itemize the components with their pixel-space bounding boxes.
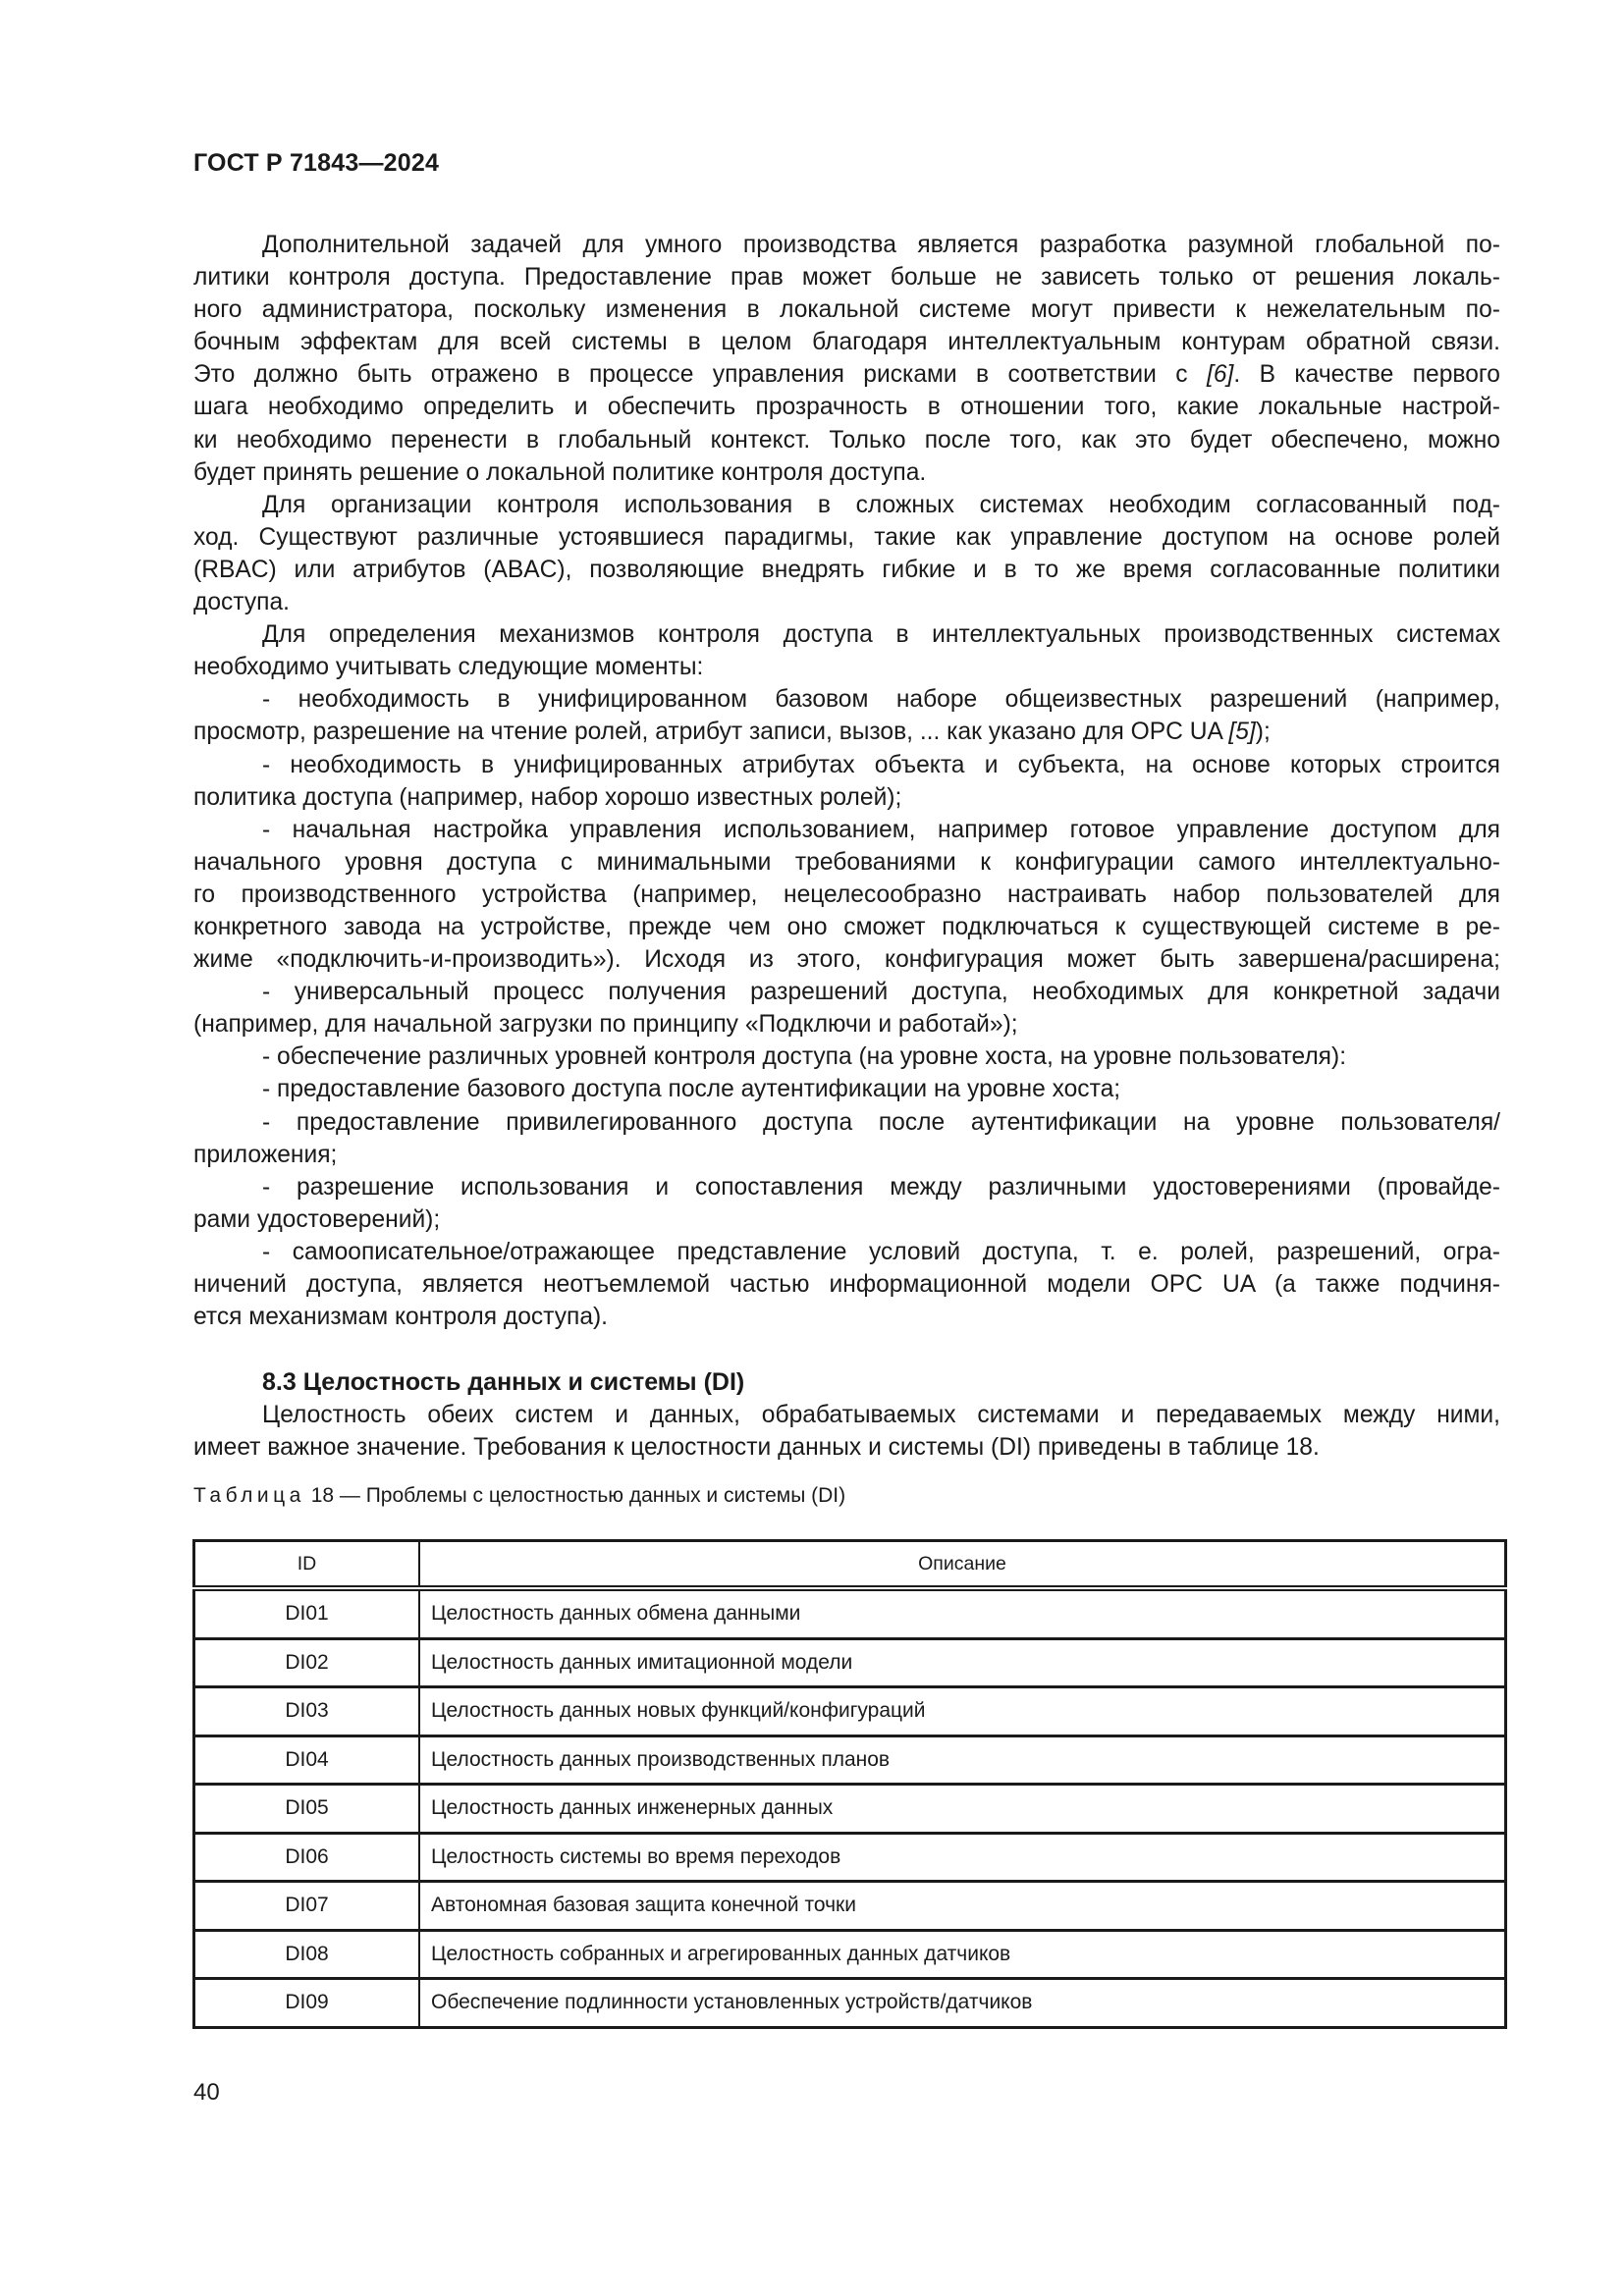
cell-id: DI03 <box>194 1687 420 1736</box>
cell-description: Целостность данных обмена данными <box>431 1602 801 1626</box>
text-line: политика доступа (например, набор хорошо известных ролей); <box>193 783 902 811</box>
table-row <box>194 1979 1506 2028</box>
table-caption-text: 18 — Проблемы с целостностью данных и системы (DI) <box>310 1484 846 1507</box>
list-item <box>193 749 1500 814</box>
column-header-description: Описание <box>419 1541 1506 1589</box>
list-item <box>193 1236 1500 1333</box>
text-line: - предоставление привилегированного доступа после аутентификации на уровне пользователя/ <box>262 1108 1500 1136</box>
cell-id: DI07 <box>194 1882 420 1931</box>
text-line: будет принять решение о локальной политике контроля доступа. <box>193 458 927 486</box>
text-line: доступа. <box>193 589 290 616</box>
page-number: 40 <box>193 2079 220 2106</box>
cell-description: Целостность собранных и агрегированных данных датчиков <box>419 1930 1506 1979</box>
text-line: Для организации контроля использования в сложных системах необходим согласованный под- <box>262 491 1500 518</box>
text-line: ного администратора, поскольку изменения в локальной системе могут привести к нежелательным по- <box>193 296 1500 324</box>
table-row <box>194 1588 1506 1638</box>
cell-description: Целостность системы во время переходов <box>419 1833 1506 1882</box>
paragraph-mechanisms-intro <box>193 618 1500 683</box>
table-row <box>194 1687 1506 1736</box>
text-line: - самоописательное/отражающее представление условий доступа, т. е. ролей, разрешений, огра- <box>262 1238 1500 1265</box>
text-line: - необходимость в унифицированном базовом наборе общеизвестных разрешений (например, <box>262 686 1500 714</box>
text-line: - обеспечение различных уровней контроля доступа (на уровне хоста, на уровне пользователя): <box>262 1043 1347 1071</box>
table-caption <box>193 1483 845 1509</box>
text-line: литики контроля доступа. Предоставление прав может больше не зависеть только от решения локаль- <box>193 264 1500 292</box>
cell-id: DI01 <box>194 1588 420 1638</box>
text-line: - предоставление базового доступа после аутентификации на уровне хоста; <box>262 1076 1121 1103</box>
text-line: ки необходимо перенести в глобальный контекст. Только после того, как это будет обеспечено, можно <box>193 426 1500 454</box>
cell-description: Целостность данных новых функций/конфигураций <box>419 1687 1506 1736</box>
cell-description: Автономная базовая защита конечной точки <box>419 1882 1506 1931</box>
list-item <box>193 683 1500 748</box>
text-line: Для определения механизмов контроля доступа в интеллектуальных производственных системах <box>262 621 1500 649</box>
text-line: бочным эффектам для всей системы в целом благодаря интеллектуальным контурам обратной связи. <box>193 329 1500 356</box>
text-line: имеет важное значение. Требования к целостности данных и системы (DI) приведены в таблице 18. <box>193 1434 1320 1462</box>
cell-id: DI09 <box>194 1979 420 2028</box>
text-line: - необходимость в унифицированных атрибутах объекта и субъекта, на основе которых строится <box>262 751 1500 778</box>
list-item <box>193 814 1500 976</box>
table-row <box>194 1930 1506 1979</box>
section-paragraph <box>193 1399 1500 1464</box>
document-id-header: ГОСТ Р 71843—2024 <box>193 149 440 177</box>
cell-id: DI08 <box>194 1930 420 1979</box>
bullet-list <box>193 683 1500 1333</box>
list-item <box>193 1073 1500 1105</box>
text-line: Целостность обеих систем и данных, обрабатываемых системами и передаваемых между ними, <box>262 1402 1500 1428</box>
text-line: го производственного устройства (например, нецелесообразно настраивать набор пользователей для <box>193 881 1500 908</box>
cell-description: Целостность данных производственных планов <box>419 1735 1506 1785</box>
table-header-row <box>194 1541 1506 1589</box>
text-line: необходимо учитывать следующие моменты: <box>193 654 704 681</box>
text-line: Дополнительной задачей для умного производства является разработка разумной глобальной по- <box>262 232 1500 258</box>
cell-description: Целостность данных имитационной модели <box>419 1638 1506 1687</box>
list-item <box>193 1041 1500 1073</box>
paragraph-global-access-policy <box>193 229 1500 489</box>
table-row <box>194 1833 1506 1882</box>
cell-id: DI02 <box>194 1638 420 1687</box>
table-caption-label: Таблица <box>193 1484 305 1507</box>
text-line: Это должно быть отражено в процессе управления рисками в соответствии с [6]. В качестве первого <box>193 361 1500 389</box>
paragraph-usage-control <box>193 489 1500 618</box>
text-line: шага необходимо определить и обеспечить прозрачность в отношении того, какие локальные настрой- <box>193 394 1500 421</box>
text-line: конкретного завода на устройстве, прежде чем оно сможет подключаться к существующей системе в ре- <box>193 913 1500 940</box>
table-row <box>194 1882 1506 1931</box>
cell-id: DI06 <box>194 1833 420 1882</box>
text-line: приложения; <box>193 1141 338 1168</box>
section-heading: 8.3 Целостность данных и системы (DI) <box>262 1368 745 1396</box>
table-row <box>194 1638 1506 1687</box>
text-line: просмотр, разрешение на чтение ролей, атрибут записи, вызов, ... как указано для OPC UA [5]); <box>193 719 1271 746</box>
list-item <box>193 1106 1500 1171</box>
list-item <box>193 976 1500 1041</box>
table-row <box>194 1735 1506 1785</box>
cell-description: Целостность данных инженерных данных <box>419 1785 1506 1834</box>
text-line: (RBAC) или атрибутов (ABAC), позволяющие внедрять гибкие и в то же время согласованные политики <box>193 556 1500 583</box>
text-line: начального уровня доступа с минимальными требованиями к конфигурации самого интеллектуально- <box>193 848 1500 876</box>
text-line: ничений доступа, является неотъемлемой частью информационной модели OPC UA (а также подчиня- <box>193 1271 1500 1298</box>
list-item <box>193 1171 1500 1236</box>
text-line: жиме «подключить-и-производить»). Исходя из этого, конфигурация может быть завершена/расширена; <box>193 946 1500 974</box>
text-line: ется механизмам контроля доступа). <box>193 1304 609 1331</box>
reference-link[interactable]: [5] <box>1228 719 1256 746</box>
data-integrity-table <box>192 1539 1507 2029</box>
text-line: - разрешение использования и сопоставления между различными удостоверениями (провайде- <box>262 1173 1500 1201</box>
text-line: - универсальный процесс получения разрешений доступа, необходимых для конкретной задачи <box>262 979 1500 1006</box>
table-row <box>194 1785 1506 1834</box>
column-header-id: ID <box>194 1541 420 1589</box>
text-line: ход. Существуют различные устоявшиеся парадигмы, такие как управление доступом на основе ролей <box>193 523 1500 551</box>
cell-description: Обеспечение подлинности установленных устройств/датчиков <box>419 1979 1506 2028</box>
text-line: рами удостоверений); <box>193 1205 441 1233</box>
body-text <box>193 229 1500 1333</box>
cell-id: DI05 <box>194 1785 420 1834</box>
text-line: - начальная настройка управления использованием, например готовое управление доступом для <box>262 816 1500 843</box>
cell-id: DI04 <box>194 1735 420 1785</box>
reference-link[interactable]: [6] <box>1207 361 1234 389</box>
text-line: (например, для начальной загрузки по принципу «Подключи и работай»); <box>193 1011 1018 1039</box>
